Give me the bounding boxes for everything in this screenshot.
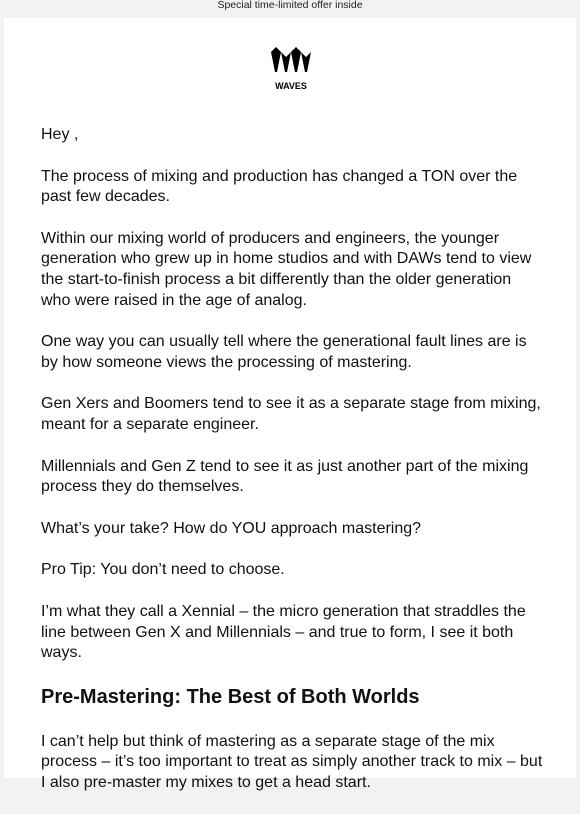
logo-wordmark: WAVES bbox=[275, 81, 307, 91]
body-paragraph: Millennials and Gen Z tend to see it as just another part of the mixing process they do themselves. bbox=[41, 457, 529, 496]
body-paragraph: What’s your take? How do YOU approach mastering? bbox=[41, 519, 422, 537]
pro-tip: Pro Tip: You don’t need to choose. bbox=[41, 561, 285, 579]
body-paragraph: Within our mixing world of producers and engineers, the younger generation who grew up in home studios and with DAWs tend to view the start-to-finish process a bit differently than the older generation who were raised in the age of analog. bbox=[41, 229, 532, 309]
section-heading: Pre-Mastering: The Best of Both Worlds bbox=[41, 685, 420, 708]
body-paragraph: The process of mixing and production has changed a TON over the past few decades. bbox=[41, 167, 518, 206]
body-paragraph: One way you can usually tell where the generational fault lines are is by how someone views the processing of mastering. bbox=[41, 333, 527, 371]
email-body bbox=[41, 125, 543, 814]
preheader-text: Special time-limited offer inside bbox=[217, 0, 363, 11]
greeting: Hey , bbox=[41, 126, 79, 143]
body-paragraph: I’m what they call a Xennial – the micro generation that straddles the line between Gen X and Millennials – and true to form, I see it both ways. bbox=[41, 602, 526, 662]
body-paragraph: I can’t help but think of mastering as a separate stage of the mix process – it’s too important to treat as simply another track to mix – but I also pre-master my mixes to get a head start. bbox=[41, 732, 543, 791]
waves-logo[interactable] bbox=[268, 45, 314, 93]
waves-logo-icon bbox=[268, 45, 314, 93]
email-card bbox=[4, 18, 576, 791]
body-paragraph: Gen Xers and Boomers tend to see it as a separate stage from mixing, meant for a separate engineer. bbox=[41, 395, 541, 433]
